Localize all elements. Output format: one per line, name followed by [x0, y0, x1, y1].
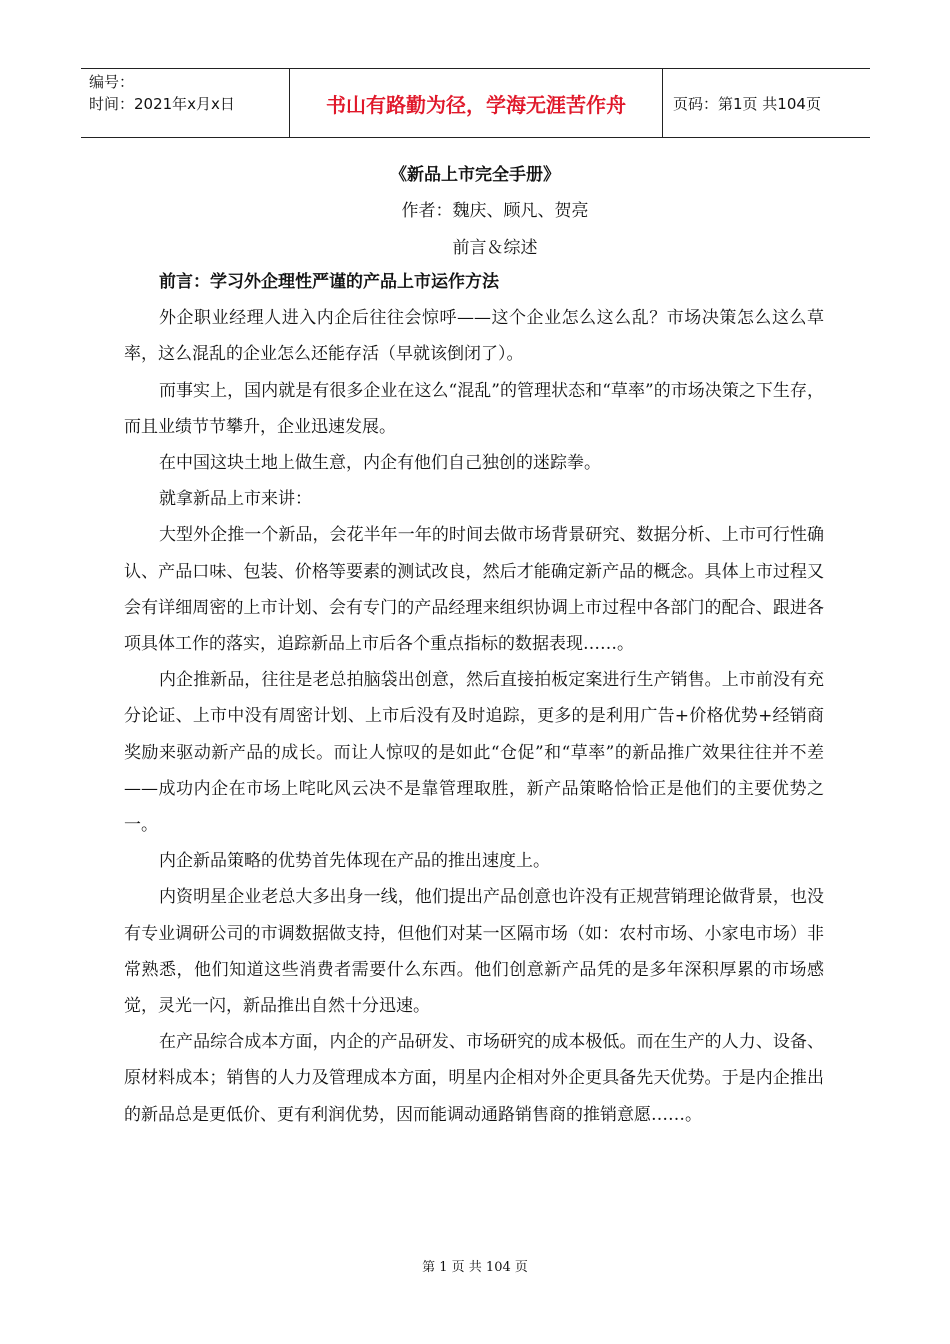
header-page-info: 页码：第1页 共104页 [673, 94, 821, 113]
header-meta [81, 69, 290, 137]
paragraph: 就拿新品上市来讲： [159, 489, 312, 510]
document-author: 作者：魏庆、顾凡、贺亮 [401, 201, 589, 221]
section-heading: 前言＆综述 [452, 238, 538, 258]
preface-heading: 前言：学习外企理性严谨的产品上市运作方法 [159, 272, 499, 292]
header-motto: 书山有路勤为径，学海无涯苦作舟 [290, 69, 663, 137]
paragraph: 内企新品策略的优势首先体现在产品的推出速度上。 [159, 851, 550, 872]
paragraph: 而事实上，国内就是有很多企业在这么“混乱”的管理状态和“草率”的市场决策之下生存，而且业绩节节攀升，企业迅速发展。 [124, 380, 824, 437]
paragraph: 内资明星企业老总大多出身一线，他们提出产品创意也许没有正规营销理论做背景，也没有专业调研公司的市调数据做支持，但他们对某一区隔市场（如：农村市场、小家电市场）非常熟悉，他们知道这些消费者需要什么东西。他们创意新产品凭的是多年深积厚累的市场感觉，灵光一闪，新品推出自然十分迅速。 [124, 887, 824, 1017]
page-header [81, 68, 870, 138]
page-footer: 第 1 页 共 104 页 [422, 1260, 528, 1275]
paragraph: 外企职业经理人进入内企后往往会惊呼——这个企业怎么这么乱？市场决策怎么这么草率，这么混乱的企业怎么还能存活（早就该倒闭了）。 [124, 308, 824, 365]
time-label: 时间：2021年x月x日 [89, 95, 235, 113]
code-label: 编号： [89, 73, 135, 91]
body-text [124, 264, 824, 1133]
paragraph: 在产品综合成本方面，内企的产品研发、市场研究的成本极低。而在生产的人力、设备、原材料成本；销售的人力及管理成本方面，明星内企相对外企更具备先天优势。于是内企推出的新品总是更低价、更有利润优势，因而能调动通路销售商的推销意愿……。 [124, 1032, 824, 1125]
paragraph: 内企推新品，往往是老总拍脑袋出创意，然后直接拍板定案进行生产销售。上市前没有充分论证、上市中没有周密计划、上市后没有及时追踪，更多的是利用广告+价格优势+经销商奖励来驱动新产品的成长。而让人惊叹的是如此“仓促”和“草率”的新品推广效果往往并不差——成功内企在市场上咤叱风云决不是靠管理取胜，新产品策略恰恰正是他们的主要优势之一。 [124, 670, 824, 836]
paragraph: 大型外企推一个新品，会花半年一年的时间去做市场背景研究、数据分析、上市可行性确认、产品口味、包装、价格等要素的测试改良，然后才能确定新产品的概念。具体上市过程又会有详细周密的上市计划、会有专门的产品经理来组织协调上市过程中各部门的配合、跟进各项具体工作的落实，追踪新品上市后各个重点指标的数据表现……。 [124, 525, 824, 655]
paragraph: 在中国这块土地上做生意，内企有他们自己独创的迷踪拳。 [159, 453, 601, 474]
document-title: 《新品上市完全手册》 [390, 165, 560, 185]
